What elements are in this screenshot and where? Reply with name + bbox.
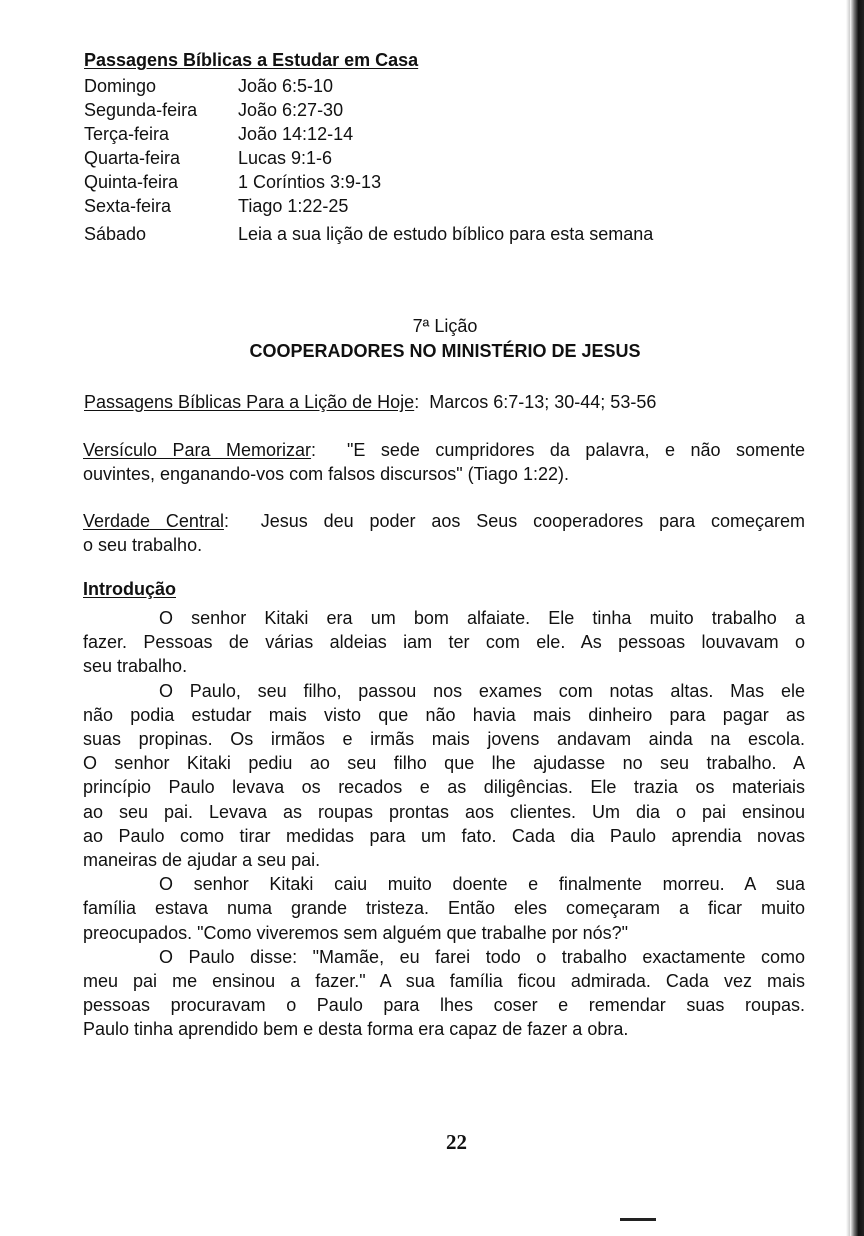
paragraph-2-line: ao Paulo como tirar medidas para um fato. Cada dia Paulo aprendia novas — [83, 825, 805, 846]
ref: Leia a sua lição de estudo bíblico para esta semana — [238, 224, 654, 244]
passages-value: Marcos 6:7-13; 30-44; 53-56 — [429, 392, 657, 412]
paragraph-2-line: maneiras de ajudar a seu pai. — [83, 850, 321, 870]
paragraph-4-line: Paulo tinha aprendido bem e desta forma era capaz de fazer a obra. — [83, 1019, 629, 1040]
schedule-row — [84, 74, 653, 98]
verse-line-1: Versículo Para Memorizar: "E sede cumpridores da palavra, e não somente — [83, 440, 805, 460]
paragraph-2-line: O Paulo, seu filho, passou nos exames com notas altas. Mas ele — [159, 680, 805, 701]
paragraph-1-line: O senhor Kitaki era um bom alfaiate. Ele tinha muito trabalho a — [159, 608, 805, 628]
paragraph-4-line: O Paulo disse: "Mamãe, eu farei todo o trabalho exactamente como — [159, 946, 805, 967]
day: Quinta-feira — [84, 172, 179, 192]
paragraph-1-line: seu trabalho. — [83, 656, 188, 677]
day: Quarta-feira — [84, 148, 181, 168]
paragraph-1-line: fazer. Pessoas de várias aldeias iam ter com ele. As pessoas louvavam o — [83, 632, 805, 653]
lesson-number: 7ª Lição — [412, 316, 478, 336]
schedule-row — [84, 146, 653, 170]
truth-text-2: o seu trabalho. — [83, 535, 203, 555]
paragraph-3-line: família estava numa grande tristeza. Então eles começaram a ficar muito — [83, 898, 805, 919]
paragraph-2-line: suas propinas. Os irmãos e irmãs mais jovens andavam ainda na escola. — [83, 729, 805, 749]
day: Sábado — [84, 224, 147, 244]
schedule-row — [84, 98, 653, 122]
ref: João 14:12-14 — [238, 124, 354, 144]
schedule-row — [84, 122, 653, 146]
day: Segunda-feira — [84, 100, 198, 120]
verse-text-2: ouvintes, enganando-vos com falsos discursos" (Tiago 1:22). — [83, 464, 569, 484]
home-study-schedule — [84, 74, 653, 246]
truth-line-1: Verdade Central: Jesus deu poder aos Seus cooperadores para começarem — [83, 511, 805, 531]
passages-line: Passagens Bíblicas Para a Lição de Hoje: Marcos 6:7-13; 30-44; 53-56 — [84, 392, 657, 412]
day: Terça-feira — [84, 124, 170, 144]
ref: João 6:27-30 — [238, 100, 344, 120]
verse-text-1: "E sede cumpridores da palavra, e não somente — [347, 440, 805, 460]
paragraph-2-line: não podia estudar mais visto que não havia mais dinheiro para pagar as — [83, 704, 805, 725]
day: Sexta-feira — [84, 196, 172, 216]
paragraph-2-line: O senhor Kitaki pediu ao seu filho que lhe ajudasse no seu trabalho. A — [83, 753, 805, 774]
schedule-row — [84, 194, 653, 218]
ref: Tiago 1:22-25 — [238, 196, 349, 216]
paragraph-3-line: O senhor Kitaki caiu muito doente e finalmente morreu. A sua — [159, 874, 805, 895]
day: Domingo — [84, 76, 157, 96]
paragraph-4-line: pessoas procuravam o Paulo para lhes coser e remendar suas roupas. — [83, 995, 805, 1016]
scan-mark — [620, 1218, 656, 1221]
ref: Lucas 9:1-6 — [238, 148, 333, 168]
scan-edge — [850, 0, 864, 1236]
truth-text-1: Jesus deu poder aos Seus cooperadores para começarem — [260, 511, 805, 531]
lesson-title: COOPERADORES NO MINISTÉRIO DE JESUS — [249, 341, 641, 361]
ref: 1 Coríntios 3:9-13 — [238, 172, 382, 192]
home-study-title: Passagens Bíblicas a Estudar em Casa — [84, 50, 419, 70]
passages-label: Passagens Bíblicas Para a Lição de Hoje — [84, 392, 415, 412]
intro-heading: Introdução — [83, 579, 176, 599]
paragraph-3-line: preocupados. "Como viveremos sem alguém que trabalhe por nós?" — [83, 922, 629, 943]
page-number: 22 — [446, 1130, 467, 1154]
paragraph-4-line: meu pai me ensinou a fazer." A sua família ficou admirada. Cada vez mais — [83, 971, 805, 991]
verse-label: Versículo Para Memorizar — [83, 440, 312, 460]
schedule-row — [84, 170, 653, 194]
ref: João 6:5-10 — [238, 76, 334, 96]
paragraph-2-line: ao seu pai. Levava as roupas prontas aos clientes. Um dia o pai ensinou — [83, 801, 805, 822]
truth-label: Verdade Central — [83, 511, 224, 531]
paragraph-2-line: princípio Paulo levava os recados e as diligências. Ele trazia os materiais — [83, 777, 805, 798]
schedule-row — [84, 222, 653, 246]
